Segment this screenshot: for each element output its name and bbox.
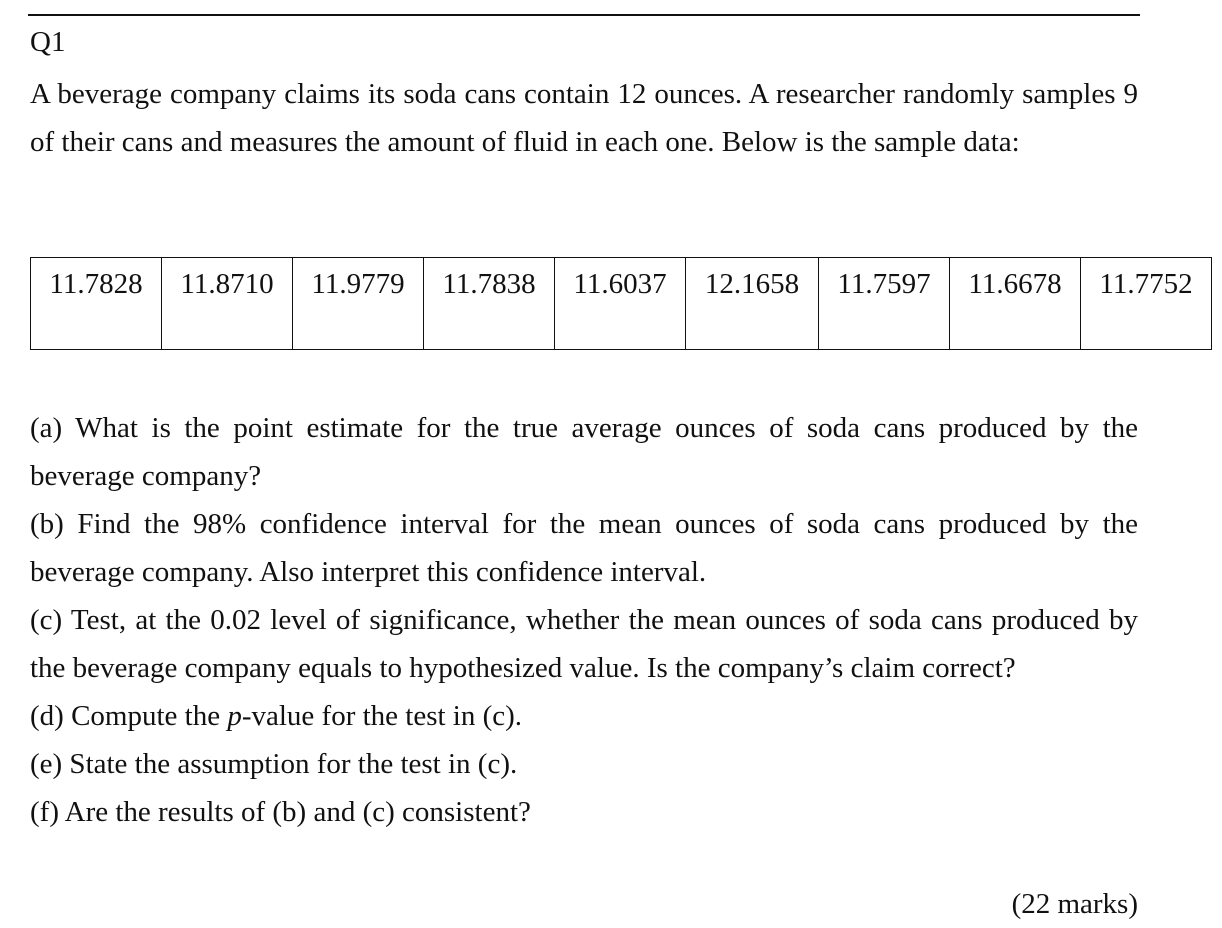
question-number: Q1: [30, 26, 66, 58]
part-c: (c) Test, at the 0.02 level of significance, whether the mean ounces of soda cans produced by the beverage company equals to hypothesized value. Is the company’s claim correct?: [30, 604, 1138, 684]
data-cell: 11.7752: [1081, 258, 1212, 350]
marks-label: (22 marks): [1011, 888, 1138, 920]
data-cell: 11.9779: [293, 258, 424, 350]
part-d-suffix: -value for the test in (c).: [241, 700, 523, 732]
data-cell: 11.6678: [950, 258, 1081, 350]
part-d: [30, 692, 1138, 740]
part-b: (b) Find the 98% confidence interval for the mean ounces of soda cans produced by the beverage company. Also interpret this confidence interval.: [30, 508, 1138, 588]
data-cell: 11.7597: [819, 258, 950, 350]
part-a: (a) What is the point estimate for the true average ounces of soda cans produced by the beverage company?: [30, 412, 1138, 492]
data-cell: 11.8710: [162, 258, 293, 350]
data-cell: 11.7828: [31, 258, 162, 350]
p-variable: p: [227, 700, 242, 732]
table-row: [31, 258, 1212, 350]
part-e: (e) State the assumption for the test in (c).: [30, 748, 518, 780]
part-d-prefix: (d) Compute the: [30, 700, 228, 732]
question-intro: A beverage company claims its soda cans contain 12 ounces. A researcher randomly samples 9 of their cans and measures the amount of fluid in each one. Below is the sample data:: [30, 78, 1138, 158]
data-cell: 11.7838: [424, 258, 555, 350]
part-f: (f) Are the results of (b) and (c) consistent?: [30, 796, 531, 828]
data-cell: 11.6037: [555, 258, 686, 350]
top-rule: [28, 14, 1140, 16]
question-parts: [30, 404, 1138, 836]
sample-data-table: [30, 257, 1212, 350]
data-cell: 12.1658: [686, 258, 819, 350]
